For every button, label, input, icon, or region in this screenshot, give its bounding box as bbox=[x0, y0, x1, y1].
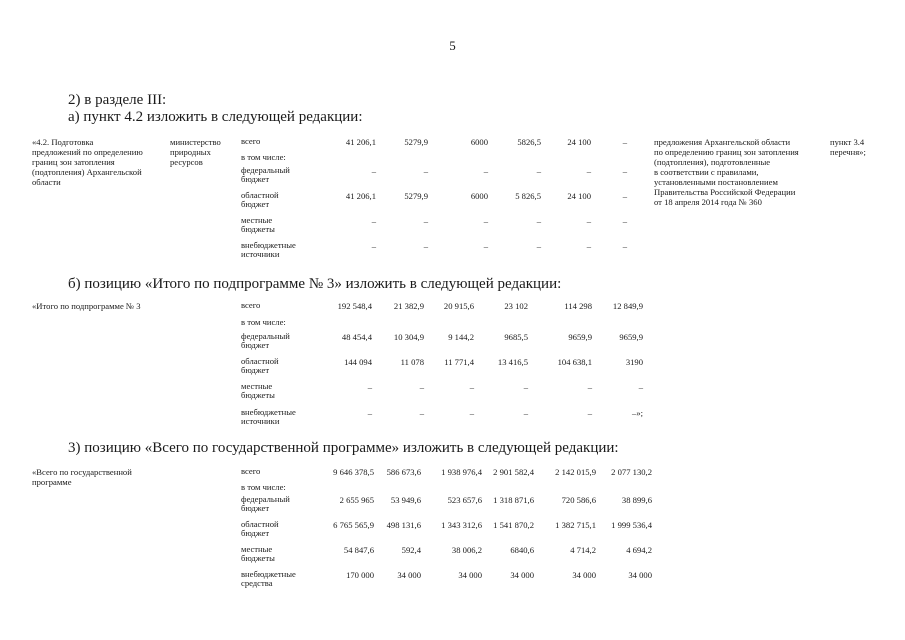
table-cell: 9 144,2 bbox=[448, 332, 474, 342]
table-cell: – bbox=[423, 166, 428, 176]
table-cell: 24 100 bbox=[567, 137, 591, 147]
table-cell: 34 000 bbox=[458, 570, 482, 580]
table-cell: 720 586,6 bbox=[561, 495, 596, 505]
table-cell: 523 657,6 bbox=[447, 495, 482, 505]
table-cell: – bbox=[367, 408, 372, 418]
subprogram-total-title: «Итого по подпрограмме № 3 bbox=[32, 301, 141, 311]
table-cell: 5 826,5 bbox=[515, 191, 541, 201]
table-cell: 23 102 bbox=[504, 301, 528, 311]
row-label: федеральный бюджет bbox=[241, 165, 290, 185]
table-cell: 41 206,1 bbox=[345, 137, 376, 147]
table-cell: 2 901 582,4 bbox=[493, 467, 534, 477]
row-label: областной бюджет bbox=[241, 519, 279, 539]
table-cell: – bbox=[622, 166, 627, 176]
table-cell: 21 382,9 bbox=[393, 301, 424, 311]
table-cell: 114 298 bbox=[564, 301, 592, 311]
table-cell: 5826,5 bbox=[517, 137, 541, 147]
row-label: федеральный бюджет bbox=[241, 494, 290, 514]
table-cell: – bbox=[638, 382, 643, 392]
table-cell: 11 078 bbox=[400, 357, 424, 367]
row-label: внебюджетные источники bbox=[241, 407, 296, 427]
table-cell: 34 000 bbox=[397, 570, 421, 580]
table-cell: – bbox=[423, 216, 428, 226]
reference-link: пункт 3.4 перечня»; bbox=[830, 137, 866, 157]
table-cell: 5279,9 bbox=[404, 191, 428, 201]
table-cell: 104 638,1 bbox=[557, 357, 592, 367]
program-total-title: «Всего по государственной программе bbox=[32, 467, 132, 487]
section-2a-title: а) пункт 4.2 изложить в следующей редакции: bbox=[68, 109, 363, 125]
row-label: местные бюджеты bbox=[241, 381, 275, 401]
table-cell: – bbox=[419, 408, 424, 418]
table-cell: 34 000 bbox=[572, 570, 596, 580]
executor-name: министерство природных ресурсов bbox=[170, 137, 221, 167]
table-cell: – bbox=[586, 216, 591, 226]
table-cell: 4 694,2 bbox=[626, 545, 652, 555]
table-cell: 6000 bbox=[470, 137, 488, 147]
table-cell: 10 304,9 bbox=[393, 332, 424, 342]
table-cell: 3190 bbox=[625, 357, 643, 367]
table-cell: – bbox=[371, 241, 376, 251]
table-cell: –»; bbox=[632, 408, 643, 418]
table-cell: 192 548,4 bbox=[337, 301, 372, 311]
expected-result: предложения Архангельской области по определению границ зон затопления (подтопления), подготовленные в соответствии с правилами, установленными постановлением Правительства Российской Федерации от 18 апреля 2014 года № 360 bbox=[654, 137, 799, 207]
row-label: областной бюджет bbox=[241, 356, 279, 376]
table-cell: 6 765 565,9 bbox=[333, 520, 374, 530]
row-label: в том числе: bbox=[241, 482, 286, 492]
table-cell: – bbox=[371, 166, 376, 176]
table-cell: 1 938 976,4 bbox=[441, 467, 482, 477]
section-2-title: 2) в разделе III: bbox=[68, 92, 167, 108]
table-cell: – bbox=[587, 408, 592, 418]
table-cell: 9659,9 bbox=[619, 332, 643, 342]
table-cell: 38 899,6 bbox=[621, 495, 652, 505]
table-cell: 48 454,4 bbox=[341, 332, 372, 342]
row-label: внебюджетные источники bbox=[241, 240, 296, 260]
table-cell: – bbox=[419, 382, 424, 392]
table-cell: – bbox=[586, 241, 591, 251]
table-cell: – bbox=[622, 241, 627, 251]
table-cell: – bbox=[469, 408, 474, 418]
table-cell: 1 382 715,1 bbox=[555, 520, 596, 530]
row-label: в том числе: bbox=[241, 152, 286, 162]
table-cell: 11 771,4 bbox=[444, 357, 474, 367]
row-label: всего bbox=[241, 466, 261, 476]
table-cell: 34 000 bbox=[510, 570, 534, 580]
table-cell: 2 655 965 bbox=[339, 495, 374, 505]
page-number: 5 bbox=[449, 38, 456, 53]
table-cell: 2 142 015,9 bbox=[555, 467, 596, 477]
table-cell: – bbox=[469, 382, 474, 392]
table-cell: – bbox=[483, 166, 488, 176]
table-cell: 5279,9 bbox=[404, 137, 428, 147]
table-cell: 1 343 312,6 bbox=[441, 520, 482, 530]
table-cell: – bbox=[587, 382, 592, 392]
table-cell: 54 847,6 bbox=[343, 545, 374, 555]
measure-name: «4.2. Подготовка предложений по определению границ зон затопления (подтопления) Архангельской области bbox=[32, 137, 143, 187]
table-cell: 2 077 130,2 bbox=[611, 467, 652, 477]
table-cell: 586 673,6 bbox=[386, 467, 421, 477]
row-label: местные бюджеты bbox=[241, 544, 275, 564]
table-cell: 34 000 bbox=[628, 570, 652, 580]
row-label: всего bbox=[241, 300, 261, 310]
table-cell: – bbox=[523, 382, 528, 392]
section-2b-title: б) позицию «Итого по подпрограмме № 3» изложить в следующей редакции: bbox=[68, 276, 562, 292]
table-cell: 53 949,6 bbox=[390, 495, 421, 505]
table-cell: 1 541 870,2 bbox=[493, 520, 534, 530]
table-cell: 20 915,6 bbox=[443, 301, 474, 311]
table-cell: 170 000 bbox=[346, 570, 374, 580]
table-cell: – bbox=[523, 408, 528, 418]
table-cell: 38 006,2 bbox=[451, 545, 482, 555]
row-label: федеральный бюджет bbox=[241, 331, 290, 351]
table-cell: – bbox=[586, 166, 591, 176]
table-cell: – bbox=[536, 241, 541, 251]
section-3-title: 3) позицию «Всего по государственной программе» изложить в следующей редакции: bbox=[68, 440, 619, 456]
table-cell: – bbox=[622, 137, 627, 147]
row-label: всего bbox=[241, 136, 261, 146]
row-label: внебюджетные средства bbox=[241, 569, 296, 589]
table-cell: 144 094 bbox=[344, 357, 372, 367]
table-cell: 13 416,5 bbox=[497, 357, 528, 367]
table-cell: 592,4 bbox=[401, 545, 421, 555]
table-cell: – bbox=[622, 191, 627, 201]
table-cell: 4 714,2 bbox=[570, 545, 596, 555]
table-cell: – bbox=[483, 241, 488, 251]
table-cell: 9685,5 bbox=[504, 332, 528, 342]
table-cell: 9 646 378,5 bbox=[333, 467, 374, 477]
row-label: местные бюджеты bbox=[241, 215, 275, 235]
table-cell: 6840,6 bbox=[510, 545, 534, 555]
table-cell: – bbox=[423, 241, 428, 251]
table-cell: – bbox=[483, 216, 488, 226]
table-cell: 9659,9 bbox=[568, 332, 592, 342]
table-cell: – bbox=[622, 216, 627, 226]
row-label: в том числе: bbox=[241, 317, 286, 327]
table-cell: 1 318 871,6 bbox=[493, 495, 534, 505]
table-cell: – bbox=[536, 166, 541, 176]
table-cell: 41 206,1 bbox=[345, 191, 376, 201]
table-cell: 498 131,6 bbox=[386, 520, 421, 530]
table-cell: 12 849,9 bbox=[612, 301, 643, 311]
table-cell: – bbox=[371, 216, 376, 226]
table-cell: 1 999 536,4 bbox=[611, 520, 652, 530]
table-cell: – bbox=[536, 216, 541, 226]
table-cell: 6000 bbox=[470, 191, 488, 201]
table-cell: – bbox=[367, 382, 372, 392]
row-label: областной бюджет bbox=[241, 190, 279, 210]
table-cell: 24 100 bbox=[567, 191, 591, 201]
